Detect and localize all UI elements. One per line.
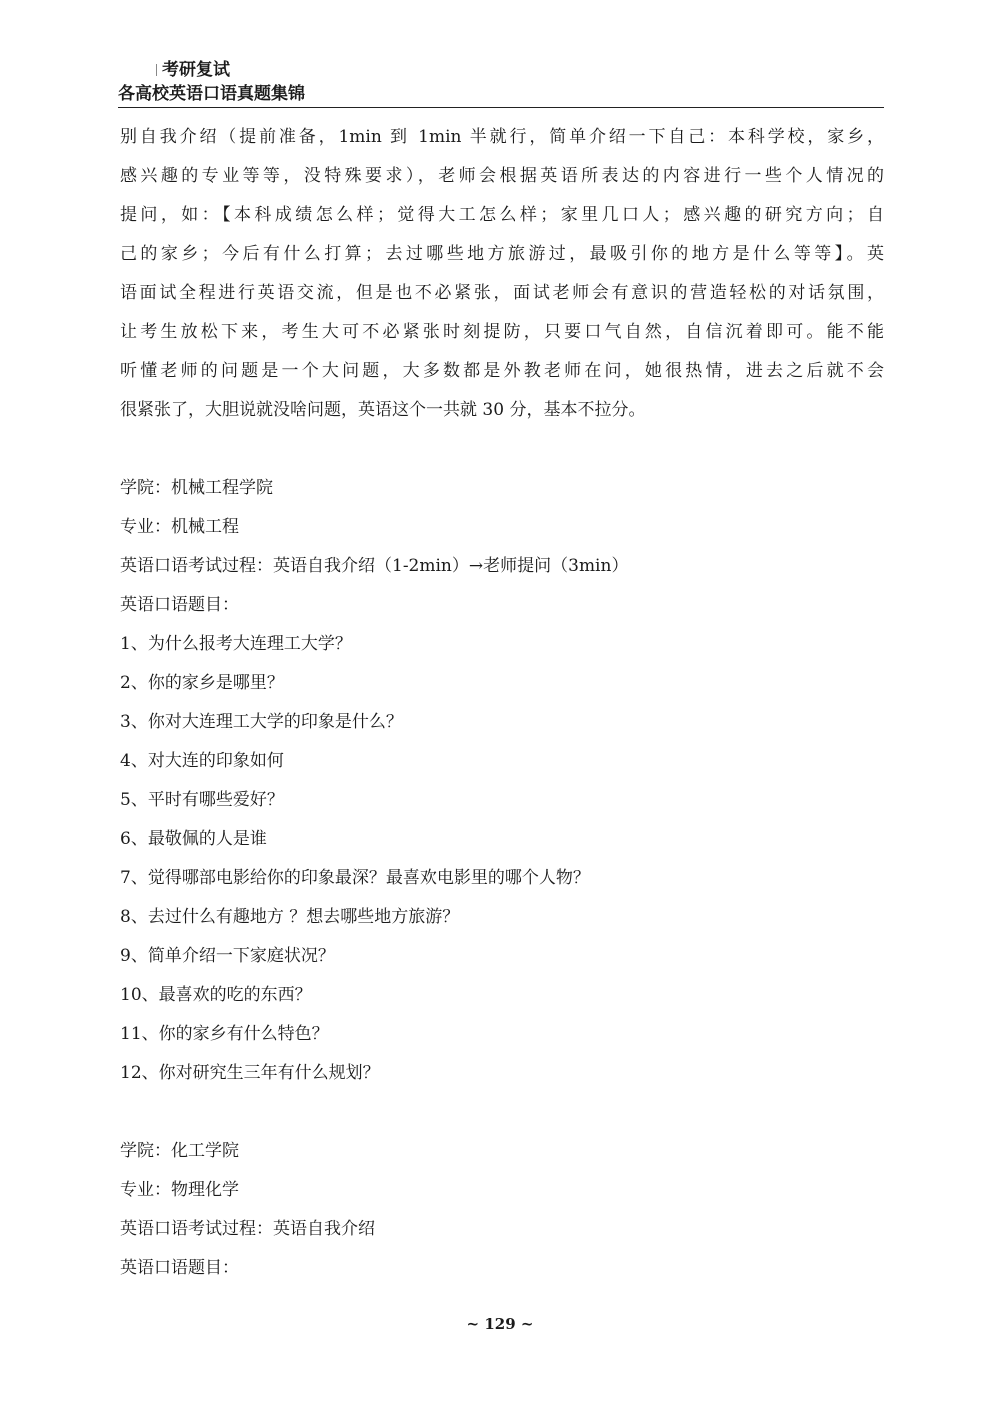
exam-process: 英语口语考试过程：英语自我介绍（1-2min）→老师提问（3min） [120,556,629,576]
intro-paragraph [120,118,884,430]
paragraph-line: 提问，如：【本科成绩怎么样；觉得大工怎么样；家里几口人；感兴趣的研究方向；自 [120,205,884,225]
college-label: 学院：化工学院 [120,1141,239,1161]
question-item: 8、去过什么有趣地方 ？想去哪些地方旅游？ [120,907,460,927]
paragraph-line: 语面试全程进行英语交流，但是也不必紧张，面试老师会有意识的营造轻松的对话氛围， [120,283,884,303]
question-item: 10、最喜欢的吃的东西？ [120,985,312,1005]
section-mechanical-engineering [120,469,884,1093]
section-chemical-engineering [120,1132,884,1288]
question-item: 9、简单介绍一下家庭状况？ [120,946,335,966]
header-tick-mark [156,64,157,76]
page-number: ~ 129 ~ [466,1315,534,1333]
question-item: 6、最敬佩的人是谁 [120,829,267,849]
question-item: 7、觉得哪部电影给你的印象最深？最喜欢电影里的哪个人物？ [120,868,590,888]
header-category [118,58,884,82]
exam-process: 英语口语考试过程：英语自我介绍 [120,1219,375,1239]
paragraph-line: 让考生放松下来，考生大可不必紧张时刻提防，只要口气自然，自信沉着即可。能不能 [120,322,884,342]
question-item: 1、为什么报考大连理工大学？ [120,634,352,654]
question-item: 4、对大连的印象如何 [120,751,284,771]
question-item: 2、你的家乡是哪里？ [120,673,284,693]
page-header [118,58,884,108]
paragraph-line: 己的家乡；今后有什么打算；去过哪些地方旅游过，最吸引你的地方是什么等等】。英 [120,244,884,264]
paragraph-line: 很紧张了，大胆说就没啥问题，英语这个一共就 30 分，基本不拉分。 [120,400,646,420]
paragraph-line: 感兴趣的专业等等，没特殊要求），老师会根据英语所表达的内容进行一些个人情况的 [120,166,884,186]
major-label: 专业：物理化学 [120,1180,239,1200]
question-item: 5、平时有哪些爱好？ [120,790,284,810]
questions-title: 英语口语题目： [120,1258,239,1278]
header-title: 各高校英语口语真题集锦 [118,82,884,108]
question-item: 3、你对大连理工大学的印象是什么？ [120,712,403,732]
question-item: 12、你对研究生三年有什么规划？ [120,1063,380,1083]
paragraph-line: 听懂老师的问题是一个大问题，大多数都是外教老师在问，她很热情，进去之后就不会 [120,361,884,381]
header-category-text: 考研复试 [162,60,230,80]
college-label: 学院：机械工程学院 [120,478,273,498]
paragraph-line: 别自我介绍（提前准备，1min 到 1min 半就行，简单介绍一下自己：本科学校，家乡， [120,127,884,147]
question-list [120,625,884,1093]
questions-title: 英语口语题目： [120,595,239,615]
page-content [120,118,884,1288]
major-label: 专业：机械工程 [120,517,239,537]
question-item: 11、你的家乡有什么特色？ [120,1024,329,1044]
